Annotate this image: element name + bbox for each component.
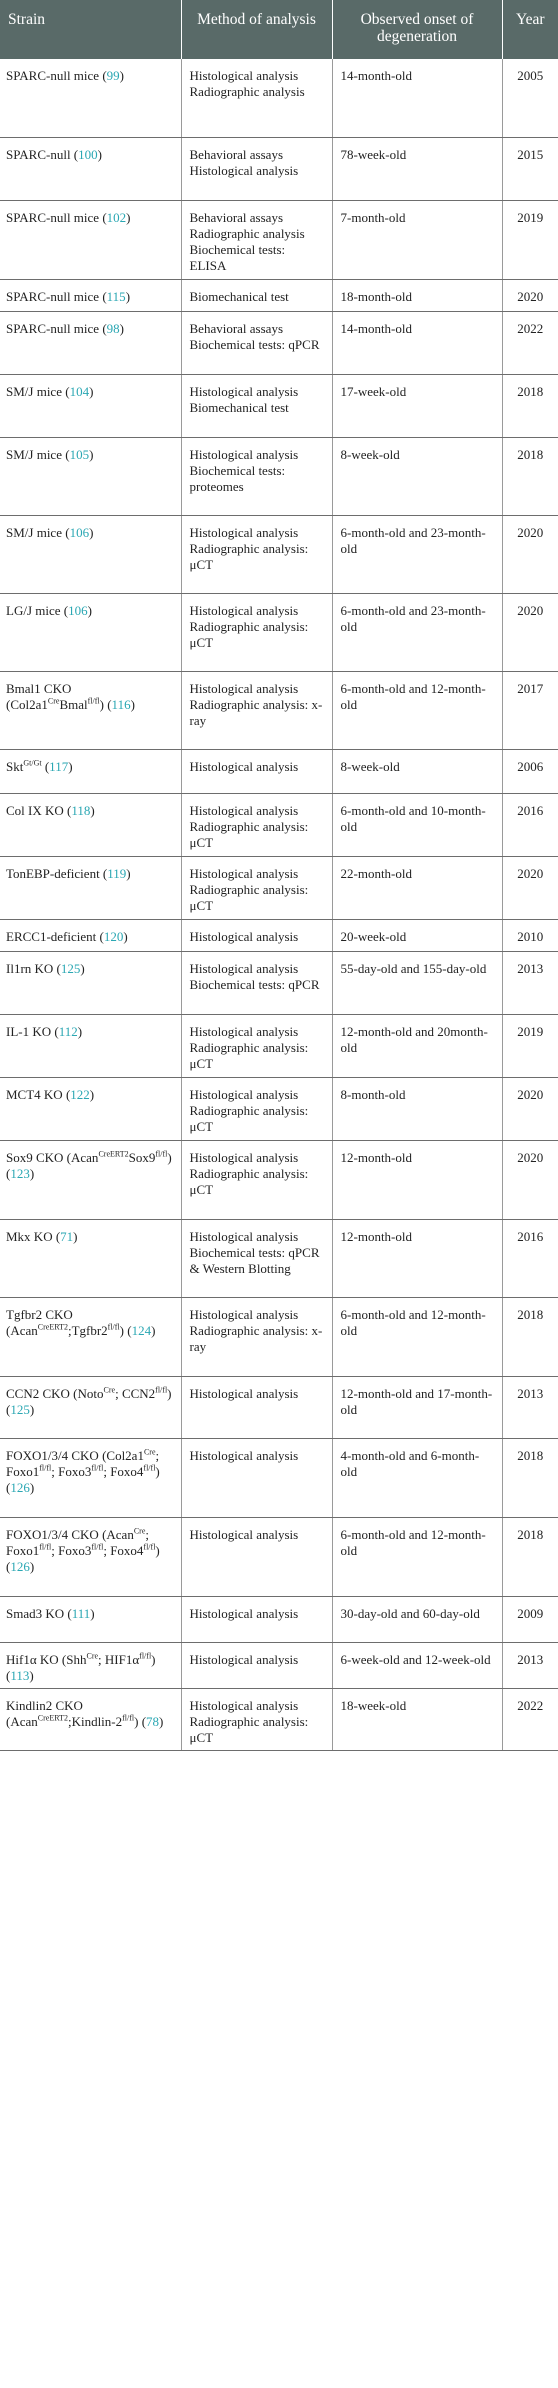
method-item: Histological analysis <box>189 1651 299 1667</box>
table-row <box>0 749 558 793</box>
strain-cell: SM/J mice (106) <box>0 515 181 593</box>
method-cell <box>181 1376 332 1438</box>
method-item: Biochemical tests: ELISA <box>189 241 286 273</box>
method-item: Radiographic analysis: μCT <box>189 618 309 650</box>
strain-cell: ERCC1-deficient (120) <box>0 919 181 951</box>
strain-cell: Skt$^{Gt/Gt}$ (117) <box>0 749 181 793</box>
strain-cell: SM/J mice (105) <box>0 437 181 515</box>
method-item: Biomechanical test <box>189 288 289 304</box>
method-item: Biochemical tests: proteomes <box>189 462 286 494</box>
method-item: Histological analysis <box>189 68 299 83</box>
table-row <box>0 1297 558 1376</box>
onset-cell: 6-month-old and 12-month-old <box>332 671 502 749</box>
method-cell <box>181 1642 332 1688</box>
onset-cell: 20-week-old <box>332 919 502 951</box>
method-item: Histological analysis <box>189 1447 299 1463</box>
onset-cell: 12-month-old and 17-month-old <box>332 1376 502 1438</box>
method-item: Histological analysis <box>189 524 299 540</box>
table-body <box>0 59 558 1750</box>
table-row <box>0 593 558 671</box>
method-cell <box>181 1014 332 1077</box>
method-cell <box>181 919 332 951</box>
header-year: Year <box>502 0 558 59</box>
year-cell: 2018 <box>502 374 558 437</box>
table-row <box>0 1642 558 1688</box>
method-cell <box>181 593 332 671</box>
method-cell <box>181 749 332 793</box>
method-item: Histological analysis <box>189 162 299 178</box>
onset-cell: 78-week-old <box>332 137 502 200</box>
method-item: Biomechanical test <box>189 399 289 415</box>
strain-cell: Hif1α KO (Shh$^{Cre}$; $HIF1\alpha^{fl/fl}$) (113) <box>0 1642 181 1688</box>
year-cell: 2016 <box>502 1219 558 1297</box>
strain-cell: MCT4 KO (122) <box>0 1077 181 1140</box>
method-cell <box>181 1688 332 1750</box>
year-cell: 2017 <box>502 671 558 749</box>
onset-cell: 30-day-old and 60-day-old <box>332 1596 502 1642</box>
table-row <box>0 279 558 311</box>
method-cell <box>181 437 332 515</box>
table-header <box>0 0 558 59</box>
strain-cell: IL-1 KO (112) <box>0 1014 181 1077</box>
year-cell: 2016 <box>502 793 558 856</box>
method-item: Biochemical tests: qPCR <box>189 336 320 352</box>
strain-cell: FOXO1/3/4 CKO (Acan$^{Cre}$; $Foxo1^{fl/fl}$; $Foxo3^{fl/fl}$; $Foxo4^{fl/fl}$) (126) <box>0 1517 181 1596</box>
method-cell <box>181 515 332 593</box>
onset-cell: 7-month-old <box>332 200 502 279</box>
strain-cell: FOXO1/3/4 CKO ($Col2a1^{Cre}$; $Foxo1^{fl/fl}$; $Foxo3^{fl/fl}$; $Foxo4^{fl/fl}$) (126) <box>0 1438 181 1517</box>
strain-cell: SPARC-null (100) <box>0 137 181 200</box>
method-item: Histological analysis <box>189 865 299 881</box>
method-item: Radiographic analysis: x-ray <box>189 696 323 728</box>
strain-cell: SPARC-null mice (115) <box>0 279 181 311</box>
onset-cell: 6-month-old and 12-month-old <box>332 1297 502 1376</box>
method-item: Biochemical tests: qPCR & Western Blotting <box>189 1244 320 1276</box>
onset-cell: 17-week-old <box>332 374 502 437</box>
method-cell <box>181 951 332 1014</box>
method-item: Radiographic analysis: μCT <box>189 881 309 913</box>
year-cell: 2020 <box>502 1140 558 1219</box>
strain-cell: Smad3 KO (111) <box>0 1596 181 1642</box>
strain-cell: SPARC-null mice (102) <box>0 200 181 279</box>
method-cell <box>181 1297 332 1376</box>
table-row <box>0 793 558 856</box>
table-row <box>0 1517 558 1596</box>
method-item: Histological analysis <box>189 1149 299 1165</box>
method-cell <box>181 1438 332 1517</box>
year-cell: 2006 <box>502 749 558 793</box>
method-item: Radiographic analysis: μCT <box>189 818 309 850</box>
onset-cell: 6-month-old and 10-month-old <box>332 793 502 856</box>
method-item: Histological analysis <box>189 602 299 618</box>
method-cell <box>181 1596 332 1642</box>
method-item: Histological analysis <box>189 1306 299 1322</box>
strain-cell: Bmal1 CKO $(Col2a1^{Cre}Bmal^{fl/fl})$ (116) <box>0 671 181 749</box>
method-item: Histological analysis <box>189 1086 299 1102</box>
method-cell <box>181 279 332 311</box>
onset-cell: 12-month-old and 20month-old <box>332 1014 502 1077</box>
method-item: Histological analysis <box>189 758 299 774</box>
onset-cell: 4-month-old and 6-month-old <box>332 1438 502 1517</box>
strain-cell: LG/J mice (106) <box>0 593 181 671</box>
onset-cell: 14-month-old <box>332 311 502 374</box>
strain-cell: Col IX KO (118) <box>0 793 181 856</box>
strain-cell: SPARC-null mice (98) <box>0 311 181 374</box>
table-row <box>0 1596 558 1642</box>
table-row <box>0 1014 558 1077</box>
onset-cell: 8-week-old <box>332 749 502 793</box>
onset-cell: 18-month-old <box>332 279 502 311</box>
onset-cell: 6-week-old and 12-week-old <box>332 1642 502 1688</box>
year-cell: 2010 <box>502 919 558 951</box>
onset-cell: 8-week-old <box>332 437 502 515</box>
method-cell <box>181 200 332 279</box>
strain-cell: Tgfbr2 CKO $(Acan^{CreERT2};Tgfbr2^{fl/fl})$ (124) <box>0 1297 181 1376</box>
onset-cell: 6-month-old and 23-month-old <box>332 515 502 593</box>
onset-cell: 12-month-old <box>332 1219 502 1297</box>
onset-cell: 6-month-old and 23-month-old <box>332 593 502 671</box>
strain-cell: Il1rn KO (125) <box>0 951 181 1014</box>
method-item: Radiographic analysis <box>189 225 305 241</box>
strain-cell: Mkx KO (71) <box>0 1219 181 1297</box>
method-cell <box>181 1077 332 1140</box>
header-row <box>0 0 558 59</box>
method-item: Behavioral assays <box>189 209 284 225</box>
method-cell <box>181 1219 332 1297</box>
method-item: Behavioral assays <box>189 320 284 336</box>
method-item: Histological analysis <box>189 1697 299 1713</box>
method-cell <box>181 311 332 374</box>
strain-cell: SPARC-null mice (99) <box>0 59 181 137</box>
year-cell: 2020 <box>502 593 558 671</box>
table-row <box>0 374 558 437</box>
method-item: Histological analysis <box>189 446 299 462</box>
method-item: Histological analysis <box>189 1605 299 1621</box>
year-cell: 2018 <box>502 1438 558 1517</box>
method-item: Histological analysis <box>189 1023 299 1039</box>
year-cell: 2015 <box>502 137 558 200</box>
table-row <box>0 137 558 200</box>
method-cell <box>181 59 332 137</box>
method-item: Histological analysis <box>189 1526 299 1542</box>
onset-cell: 22-month-old <box>332 856 502 919</box>
year-cell: 2013 <box>502 951 558 1014</box>
year-cell: 2018 <box>502 1517 558 1596</box>
method-item: Histological analysis <box>189 1385 299 1401</box>
table-row <box>0 856 558 919</box>
table-row <box>0 1219 558 1297</box>
table-row <box>0 200 558 279</box>
header-strain: Strain <box>0 0 181 59</box>
method-item: Biochemical tests: qPCR <box>189 976 320 992</box>
strain-cell: Kindlin2 CKO $(Acan^{CreERT2};Kindlin-2^{fl/fl})$ (78) <box>0 1688 181 1750</box>
method-cell <box>181 374 332 437</box>
method-item: Radiographic analysis: μCT <box>189 1102 309 1134</box>
table-row <box>0 671 558 749</box>
year-cell: 2013 <box>502 1376 558 1438</box>
table-row <box>0 951 558 1014</box>
year-cell: 2018 <box>502 1297 558 1376</box>
method-cell <box>181 137 332 200</box>
table-row <box>0 1140 558 1219</box>
table-row <box>0 1077 558 1140</box>
strain-cell: SM/J mice (104) <box>0 374 181 437</box>
strain-cell: CCN2 CKO (Noto$^{Cre}$; $CCN2^{fl/fl}$) (125) <box>0 1376 181 1438</box>
onset-cell: 6-month-old and 12-month-old <box>332 1517 502 1596</box>
year-cell: 2022 <box>502 311 558 374</box>
table-row <box>0 1688 558 1750</box>
year-cell: 2020 <box>502 1077 558 1140</box>
method-cell <box>181 1140 332 1219</box>
method-item: Radiographic analysis: μCT <box>189 1713 309 1745</box>
method-item: Behavioral assays <box>189 146 284 162</box>
method-cell <box>181 1517 332 1596</box>
method-item: Histological analysis <box>189 960 299 976</box>
method-item: Histological analysis <box>189 802 299 818</box>
method-item: Radiographic analysis <box>189 84 305 99</box>
method-item: Radiographic analysis: μCT <box>189 1039 309 1071</box>
method-cell <box>181 793 332 856</box>
table-row <box>0 59 558 137</box>
year-cell: 2019 <box>502 200 558 279</box>
method-cell <box>181 856 332 919</box>
onset-cell: 55-day-old and 155-day-old <box>332 951 502 1014</box>
table-row <box>0 1438 558 1517</box>
onset-cell: 8-month-old <box>332 1077 502 1140</box>
year-cell: 2022 <box>502 1688 558 1750</box>
year-cell: 2019 <box>502 1014 558 1077</box>
method-cell <box>181 671 332 749</box>
method-item: Histological analysis <box>189 1228 299 1244</box>
year-cell: 2013 <box>502 1642 558 1688</box>
method-item: Histological analysis <box>189 680 299 696</box>
method-item: Radiographic analysis: x-ray <box>189 1322 323 1354</box>
method-item: Histological analysis <box>189 383 299 399</box>
table-row <box>0 515 558 593</box>
header-onset: Observed onset of degeneration <box>332 0 502 59</box>
year-cell: 2018 <box>502 437 558 515</box>
year-cell: 2020 <box>502 515 558 593</box>
onset-cell: 14-month-old <box>332 59 502 137</box>
strain-cell: Sox9 CKO $(Acan^{CreERT2}Sox9^{fl/fl})$ (123) <box>0 1140 181 1219</box>
table-row <box>0 437 558 515</box>
table-row <box>0 311 558 374</box>
year-cell: 2020 <box>502 856 558 919</box>
onset-cell: 18-week-old <box>332 1688 502 1750</box>
onset-cell: 12-month-old <box>332 1140 502 1219</box>
year-cell: 2005 <box>502 59 558 137</box>
header-method: Method of analysis <box>181 0 332 59</box>
table-row <box>0 1376 558 1438</box>
method-item: Radiographic analysis: μCT <box>189 540 309 572</box>
method-item: Histological analysis <box>189 928 299 944</box>
year-cell: 2020 <box>502 279 558 311</box>
table-row <box>0 919 558 951</box>
strain-cell: TonEBP-deficient (119) <box>0 856 181 919</box>
method-item: Radiographic analysis: μCT <box>189 1165 309 1197</box>
year-cell: 2009 <box>502 1596 558 1642</box>
